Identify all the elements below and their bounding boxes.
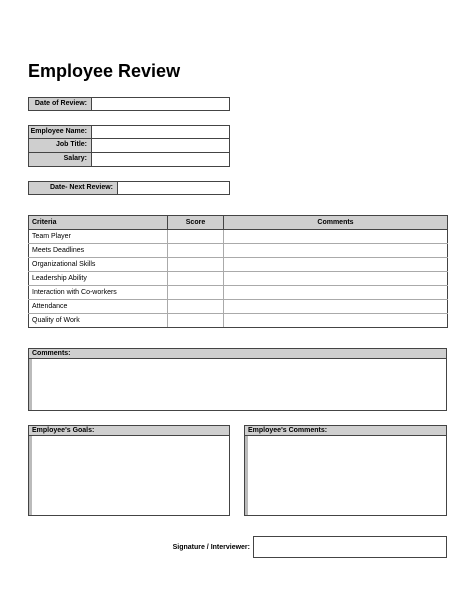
table-row [29,314,448,328]
employee-name-field[interactable] [92,125,230,139]
comments-cell[interactable] [224,300,448,314]
job-title-field[interactable] [92,139,230,153]
date-of-review-label: Date of Review: [28,97,92,111]
date-next-review-label: Date- Next Review: [28,181,118,195]
employee-goals-label: Employee's Goals: [29,426,229,436]
score-cell[interactable] [168,286,224,300]
employee-goals-box [28,425,230,516]
criteria-header: Criteria [29,216,168,230]
score-header: Score [168,216,224,230]
date-next-review-row [28,181,230,195]
criteria-cell: Interaction with Co-workers [29,286,168,300]
comments-cell[interactable] [224,314,448,328]
salary-row [28,153,230,167]
score-cell[interactable] [168,314,224,328]
salary-label: Salary: [28,153,92,167]
employee-comments-box [244,425,447,516]
job-title-label: Job Title: [28,139,92,153]
comments-cell[interactable] [224,230,448,244]
signature-label: Signature / Interviewer: [172,544,250,551]
criteria-cell: Quality of Work [29,314,168,328]
criteria-table [28,215,448,328]
criteria-header-row [29,216,448,230]
table-row [29,272,448,286]
table-row [29,258,448,272]
score-cell[interactable] [168,244,224,258]
comments-cell[interactable] [224,258,448,272]
criteria-cell: Organizational Skills [29,258,168,272]
salary-field[interactable] [92,153,230,167]
employee-name-row [28,125,230,139]
table-row [29,286,448,300]
score-cell[interactable] [168,230,224,244]
comments-cell[interactable] [224,244,448,258]
score-cell[interactable] [168,272,224,286]
employee-comments-area[interactable] [245,436,446,515]
employee-comments-label: Employee's Comments: [245,426,446,436]
job-title-row [28,139,230,153]
comments-label: Comments: [29,349,446,359]
employee-goals-area[interactable] [29,436,229,515]
comments-header: Comments [224,216,448,230]
date-next-review-field[interactable] [118,181,230,195]
date-of-review-field[interactable] [92,97,230,111]
table-row [29,244,448,258]
criteria-cell: Team Player [29,230,168,244]
score-cell[interactable] [168,300,224,314]
comments-area[interactable] [29,359,446,410]
table-row [29,300,448,314]
criteria-cell: Meets Deadlines [29,244,168,258]
comments-cell[interactable] [224,272,448,286]
signature-field[interactable] [253,536,447,558]
page-title: Employee Review [28,61,181,81]
criteria-cell: Leadership Ability [29,272,168,286]
table-row [29,230,448,244]
employee-name-label: Employee Name: [28,125,92,139]
comments-box [28,348,447,411]
score-cell[interactable] [168,258,224,272]
criteria-cell: Attendance [29,300,168,314]
comments-cell[interactable] [224,286,448,300]
date-of-review-row [28,97,230,111]
